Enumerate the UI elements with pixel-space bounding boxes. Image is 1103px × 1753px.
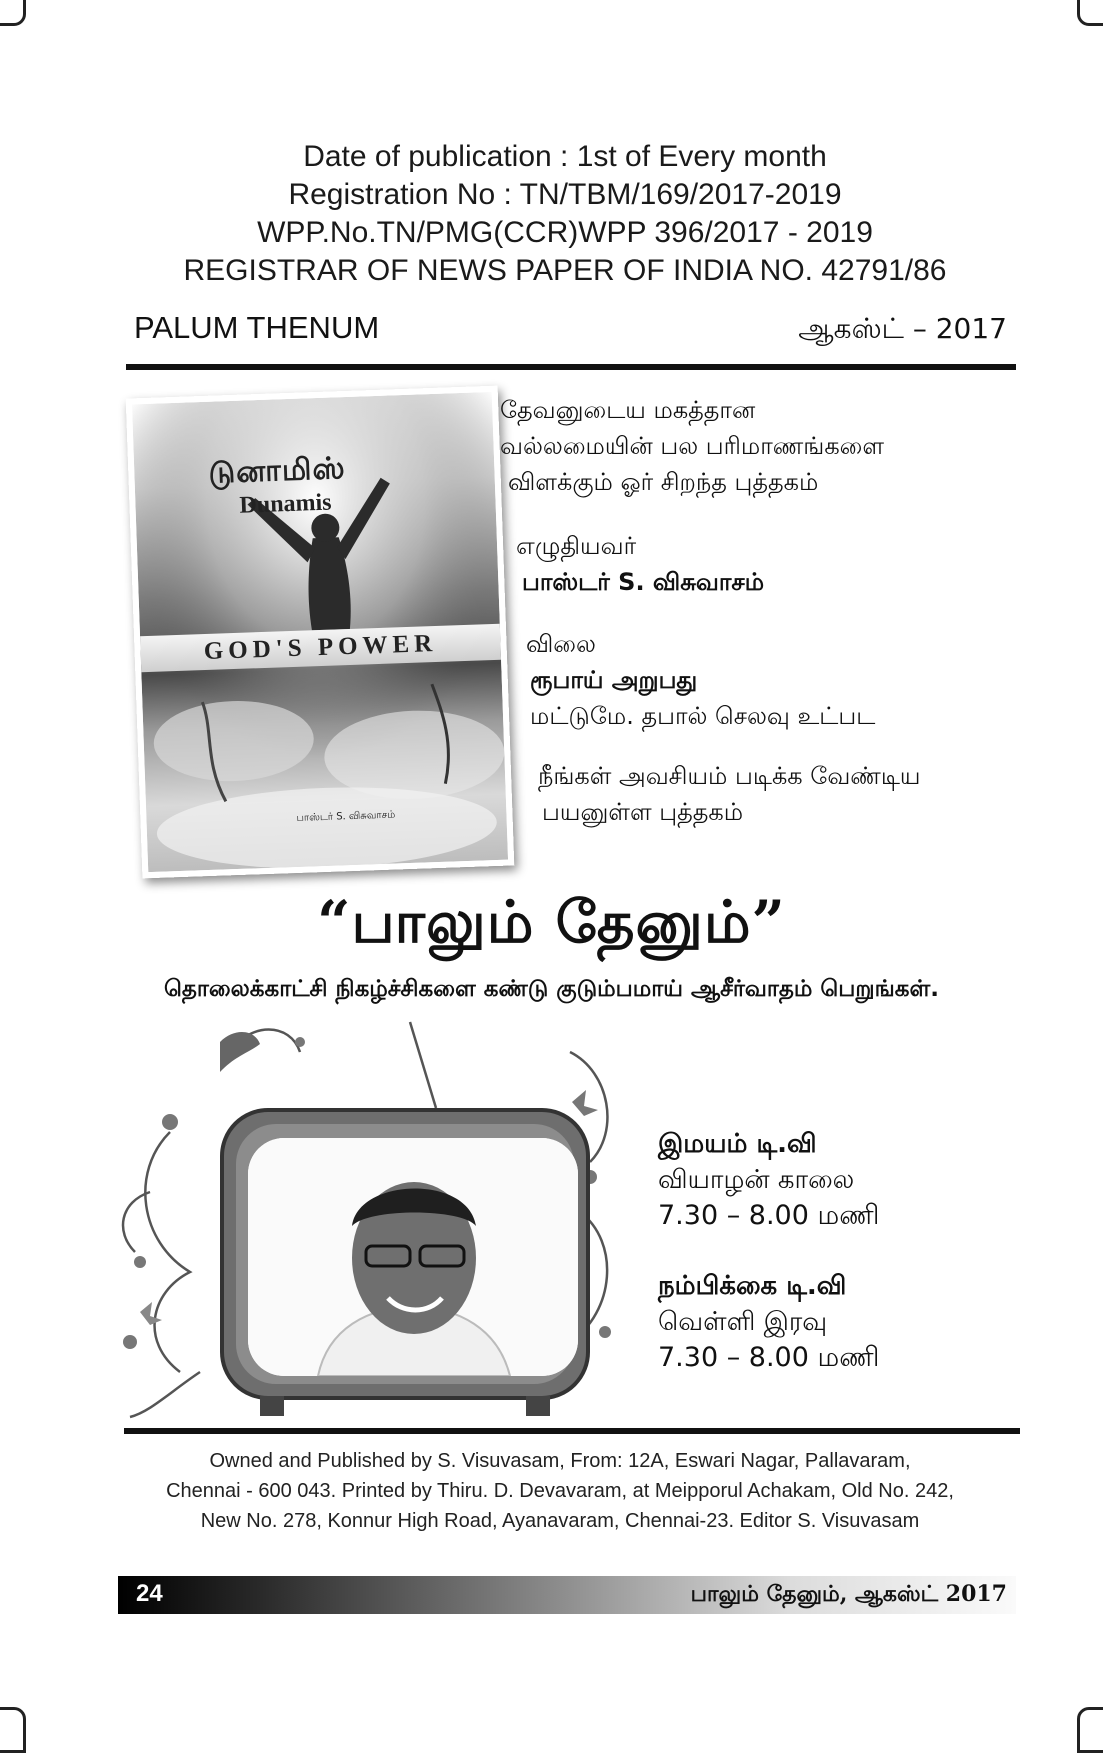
footer-divider bbox=[124, 1428, 1020, 1434]
book-recommendation bbox=[538, 758, 921, 830]
recommend-line-1: நீங்கள் அவசியம் படிக்க வேண்டிய bbox=[538, 762, 921, 790]
wpp-line: WPP.No.TN/PMG(CCR)WPP 396/2017 - 2019 bbox=[257, 216, 873, 249]
book-cover-author: பாஸ்டர் S. விசுவாசம் bbox=[296, 809, 396, 824]
author-name: பாஸ்டர் S. விசுவாசம் bbox=[522, 568, 765, 596]
book-cover-title-english: Dunamis bbox=[239, 489, 332, 519]
registrar-line: REGISTRAR OF NEWS PAPER OF INDIA NO. 42791/86 bbox=[183, 254, 947, 287]
channel-2-name: நம்பிக்கை டி.வி bbox=[658, 1271, 847, 1301]
publisher-line-1: Owned and Published by S. Visuvasam, From: 12A, Eswari Nagar, Pallavaram, bbox=[209, 1450, 911, 1472]
page-corner-bottom-left bbox=[0, 1707, 26, 1753]
page-corner-top-left bbox=[0, 0, 26, 26]
channel-2-time: 7.30 – 8.00 மணி bbox=[658, 1342, 880, 1373]
host-portrait bbox=[248, 1138, 578, 1376]
price-note: மட்டுமே. தபால் செலவு உட்பட bbox=[530, 702, 876, 730]
page-number: 24 bbox=[136, 1580, 163, 1607]
price-label: விலை bbox=[526, 630, 596, 658]
channel-1-time: 7.30 – 8.00 மணி bbox=[658, 1200, 880, 1231]
butterfly-icon bbox=[572, 1090, 598, 1116]
page-corner-top-right bbox=[1077, 0, 1103, 26]
program-subtitle: தொலைக்காட்சி நிகழ்ச்சிகளை கண்டு குடும்பமாய் ஆசீர்வாதம் பெறுங்கள். bbox=[164, 976, 939, 1002]
page-corner-bottom-right bbox=[1077, 1707, 1103, 1753]
issue-date: ஆகஸ்ட் – 2017 bbox=[798, 312, 1007, 345]
book-cover-image bbox=[126, 386, 515, 879]
price-value: ரூபாய் அறுபது bbox=[530, 666, 698, 694]
magazine-name: PALUM THENUM bbox=[134, 310, 380, 345]
recommend-line-2: பயனுள்ள புத்தகம் bbox=[542, 798, 744, 826]
channel-2-day: வெள்ளி இரவு bbox=[658, 1307, 828, 1337]
book-author-block bbox=[516, 528, 764, 600]
schedule-channel-2 bbox=[658, 1268, 879, 1376]
description-line-1: தேவனுடைய மகத்தான bbox=[500, 396, 756, 424]
publication-info bbox=[0, 138, 1103, 290]
description-line-2: வல்லமையின் பல பரிமாணங்களை bbox=[500, 432, 885, 460]
publisher-line-2: Chennai - 600 043. Printed by Thiru. D. Devavaram, at Meipporul Achakam, Old No. 242, bbox=[166, 1480, 954, 1502]
description-line-3: விளக்கும் ஓர் சிறந்த புத்தகம் bbox=[508, 468, 819, 496]
channel-1-day: வியாழன் காலை bbox=[658, 1165, 855, 1195]
publisher-info bbox=[80, 1446, 1040, 1536]
channel-1-name: இமயம் டி.வி bbox=[658, 1129, 817, 1159]
program-title: “பாலும் தேனும்” bbox=[317, 888, 786, 956]
registration-line: Registration No : TN/TBM/169/2017-2019 bbox=[288, 178, 842, 211]
header-divider bbox=[126, 364, 1016, 370]
schedule-channel-1 bbox=[658, 1126, 879, 1234]
book-cover-band: GOD'S POWER bbox=[140, 624, 501, 673]
running-title: பாலும் தேனும், ஆகஸ்ட் 2017 bbox=[690, 1581, 1007, 1607]
tv-screen bbox=[248, 1138, 578, 1376]
book-price-block bbox=[526, 626, 875, 734]
publisher-line-3: New No. 278, Konnur High Road, Ayanavaram, Chennai-23. Editor S. Visuvasam bbox=[200, 1510, 920, 1532]
publication-date-line: Date of publication : 1st of Every month bbox=[303, 140, 827, 173]
book-description bbox=[500, 392, 884, 500]
bird-icon bbox=[220, 1032, 260, 1072]
book-cover-title-tamil: டுனாமிஸ் bbox=[207, 451, 347, 491]
author-label: எழுதியவர் bbox=[516, 532, 637, 560]
